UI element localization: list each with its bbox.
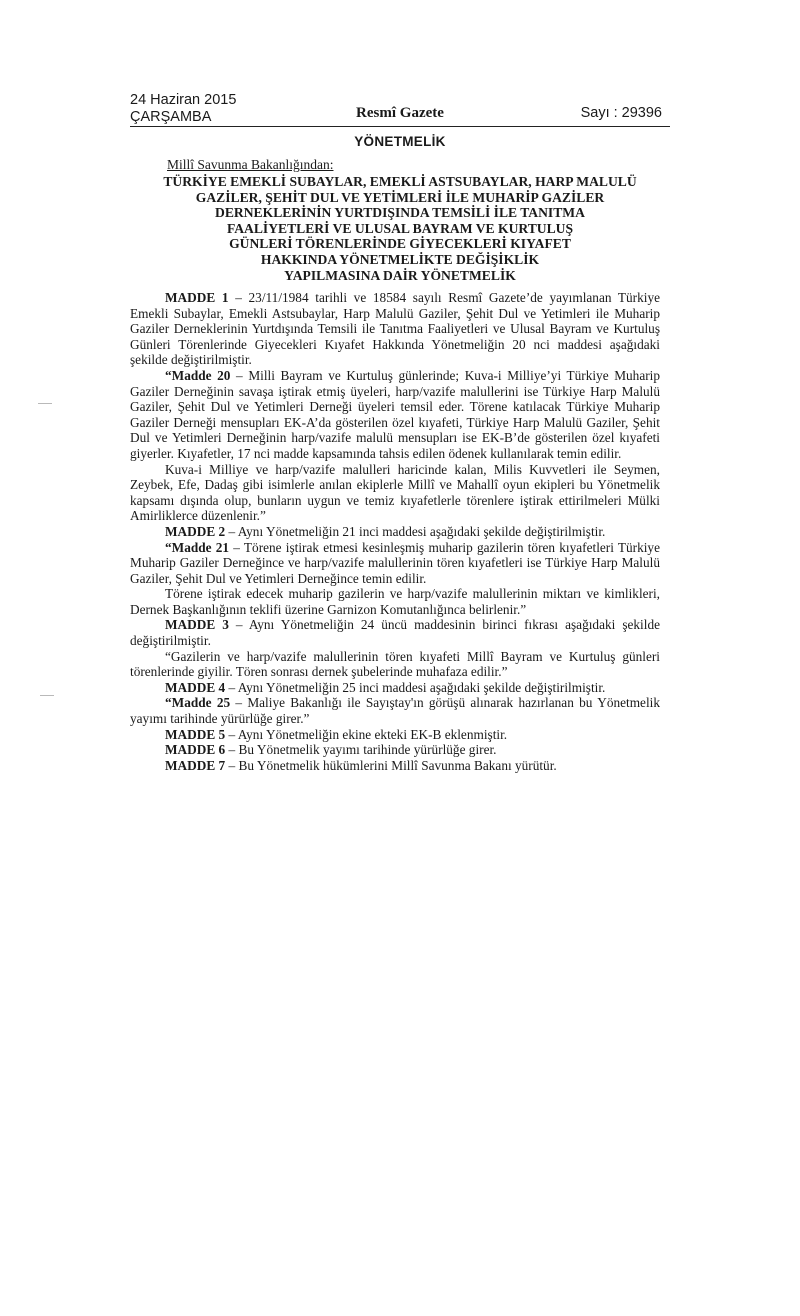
section-heading: YÖNETMELİK — [354, 134, 446, 149]
article-text: – Bu Yönetmelik hükümlerini Millî Savunma Bakanı yürütür. — [225, 757, 557, 773]
article-text: – Aynı Yönetmeliğin 25 inci maddesi aşağıdaki şekilde değiştirilmiştir. — [225, 679, 606, 695]
paragraph — [130, 680, 660, 696]
title-line: FAALİYETLERİ VE ULUSAL BAYRAM VE KURTULUŞ — [226, 220, 574, 236]
article-text: – Törene iştirak etmesi kesinleşmiş muharip gazilerin tören kıyafetleri Türkiye Muharip Gaziler Derneğince ve harp/vazife malullerinin tören kıyafetleri ise Türkiye Harp Malulü Gaziler, Şehit Dul ve Yetimleri Derneğince temin edilir. — [130, 539, 660, 586]
article-text: Kuva-i Milliye ve harp/vazife malulleri haricinde kalan, Milis Kuvvetleri ile Seymen, Zeybek, Efe, Dadaş gibi isimlerle anılan ekiplerle Millî ve Mahallî oyun ekipleri bu Yönetmelik kapsamı dışında olup, bunların uygun ve temiz kıyafetlerle törenlere iştirak ettirilmeleri Mülki Amirliklerce düzenlenir.” — [130, 461, 660, 524]
article-lead: MADDE 3 — [165, 617, 229, 633]
article-text: – 23/11/1984 tarihli ve 18584 sayılı Resmî Gazete’de yayımlanan Türkiye Emekli Subaylar, Emekli Astsubaylar, Harp Malulü Gaziler, Şehit Dul ve Yetimleri ile Muharip Gaziler Derneklerinin Yurtdışında Temsili ile Tanıtma Faaliyetleri ve Ulusal Bayram ve Kurtuluş Günleri Törenlerinde Giyecekleri Kıyafet Hakkında Yönetmeliğin 20 nci maddesi aşağıdaki şekilde değiştirilmiştir. — [130, 290, 661, 368]
paragraph — [130, 695, 660, 726]
header-weekday: ÇARŞAMBA — [130, 109, 212, 125]
paragraph — [130, 540, 660, 587]
regulation-title — [130, 174, 670, 283]
article-lead: MADDE 4 — [165, 679, 226, 695]
paragraph — [130, 290, 660, 368]
scan-punch-mark — [40, 695, 54, 696]
article-lead: MADDE 1 — [165, 290, 229, 305]
title-line: YAPILMASINA DAİR YÖNETMELİK — [284, 267, 516, 283]
paragraph — [130, 742, 660, 758]
paragraph — [130, 368, 660, 462]
article-lead: MADDE 7 — [165, 757, 226, 773]
scan-punch-mark — [38, 403, 52, 404]
article-lead: MADDE 5 — [165, 726, 226, 742]
header-issue-number: Sayı : 29396 — [580, 105, 662, 121]
article-text: – Bu Yönetmelik yayımı tarihinde yürürlüğe girer. — [225, 742, 497, 758]
paragraph — [130, 617, 660, 648]
article-text: – Aynı Yönetmeliğin 21 inci maddesi aşağıdaki şekilde değiştirilmiştir. — [225, 523, 606, 539]
title-line: GÜNLERİ TÖRENLERİNDE GİYECEKLERİ KIYAFET — [229, 236, 571, 252]
article-text: – Milli Bayram ve Kurtuluş günlerinde; Kuva-i Milliye’yi Türkiye Muharip Gaziler Derneğinin savaşa iştirak etmiş üyeleri, harp/vazife malullerini ise Türkiye Harp Malulü Gaziler, Şehit Dul ve Yetimleri Derneği üyeleri temsil eder. Törene katılacak Türkiye Muharip Gaziler Derneği mensupları EK-A’da gösterilen özel kıyafeti, Türkiye Harp Malulü Gaziler, Şehit Dul ve Yetimleri Derneğinin harp/vazife malulü mensupları ise EK-B’de gösterilen özel kıyafeti giyerler. Kıyafetler, 17 nci madde kapsamında tahsis edilen ödenek kullanılarak temin edilir. — [130, 367, 660, 461]
paragraph — [130, 727, 660, 743]
article-lead: “Madde 25 — [165, 695, 231, 711]
title-line: TÜRKİYE EMEKLİ SUBAYLAR, EMEKLİ ASTSUBAYLAR, HARP MALULÜ — [163, 174, 637, 189]
article-text: Törene iştirak edecek muharip gazilerin ve harp/vazife malullerinin miktarı ve kimlikleri, Dernek Başkanlığının teklifi üzerine Garnizon Komutanlığınca belirlenir.” — [130, 586, 660, 617]
paragraph — [130, 462, 660, 524]
article-lead: MADDE 6 — [165, 742, 226, 758]
article-text: – Maliye Bakanlığı ile Sayıştay'ın görüşü alınarak hazırlanan bu Yönetmelik yayımı tarihinde yürürlüğe girer.” — [130, 695, 660, 727]
header-date: 24 Haziran 2015 — [130, 92, 237, 108]
article-lead: “Madde 20 — [165, 367, 231, 383]
header-gazette-name: Resmî Gazete — [356, 105, 444, 121]
article-lead: MADDE 2 — [165, 523, 226, 539]
regulation-body — [130, 290, 660, 773]
article-text: – Aynı Yönetmeliğin ekine ekteki EK-B eklenmiştir. — [225, 726, 508, 742]
title-line: HAKKINDA YÖNETMELİKTE DEĞİŞİKLİK — [260, 251, 540, 267]
paragraph — [130, 758, 660, 774]
title-line: GAZİLER, ŞEHİT DUL VE YETİMLERİ İLE MUHARİP GAZİLER — [195, 189, 605, 205]
article-text: “Gazilerin ve harp/vazife malullerinin tören kıyafeti Millî Bayram ve Kurtuluş günleri törenlerinde giyilir. Tören sonrası dernek şubelerinde muhafaza edilir.” — [130, 648, 660, 680]
issuing-ministry: Millî Savunma Bakanlığından: — [167, 157, 334, 172]
paragraph — [130, 524, 660, 540]
paragraph — [130, 586, 660, 617]
article-lead: “Madde 21 — [165, 539, 230, 555]
title-line: DERNEKLERİNİN YURTDIŞINDA TEMSİLİ İLE TANITMA — [215, 205, 585, 221]
paragraph — [130, 649, 660, 680]
article-text: – Aynı Yönetmeliğin 24 üncü maddesinin birinci fıkrası aşağıdaki şekilde değiştirilmiştir. — [130, 617, 660, 649]
header-rule — [130, 126, 670, 127]
